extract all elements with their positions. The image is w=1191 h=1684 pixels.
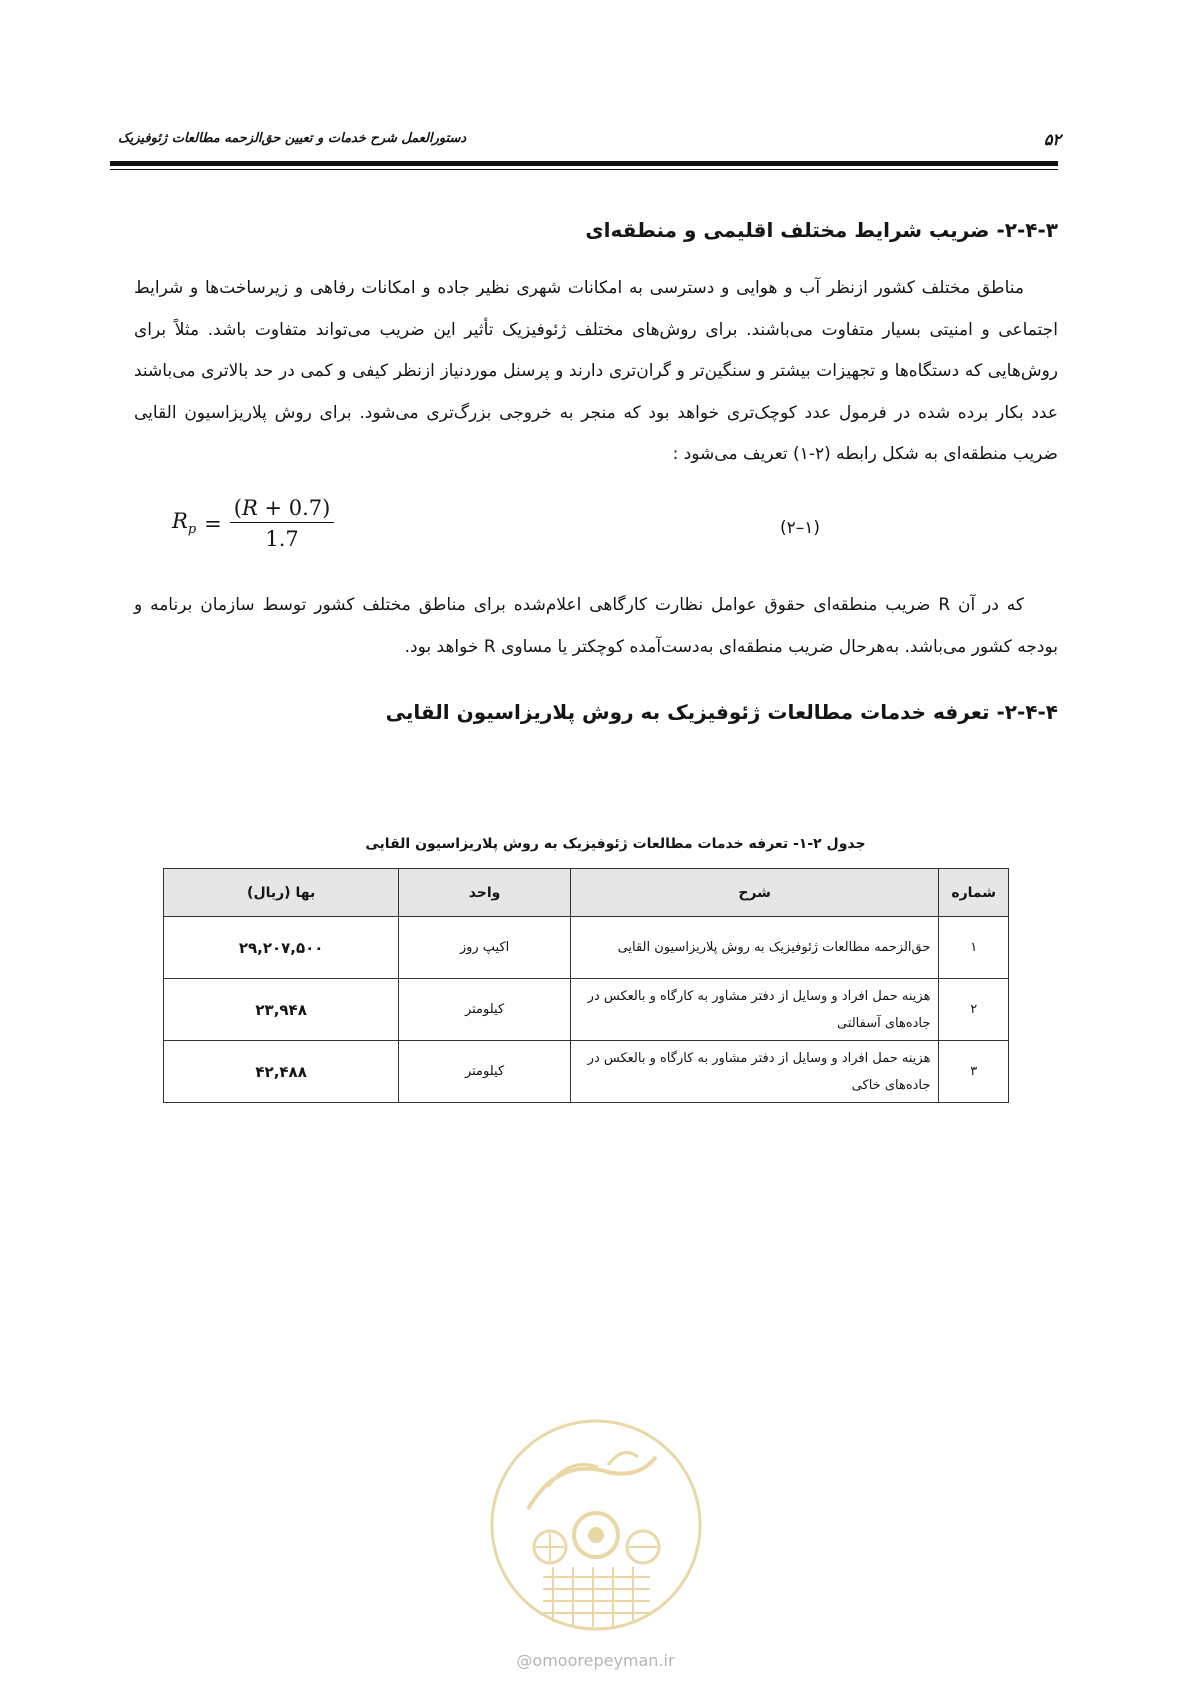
watermark-url: @omoorepeyman.ir [516,1651,675,1670]
cell-number: ۱ [939,917,1009,979]
cell-price: ۴۲,۴۸۸ [164,1041,399,1103]
formula-equals: = [204,511,222,536]
formula-number: (۲–۱) [780,518,821,538]
header-rule-thin [110,169,1058,170]
cell-unit: کیلومتر [399,1041,571,1103]
paragraph-r-definition: که در آن R ضریب منطقه‌ای حقوق عوامل نظارت کارگاهی اعلام‌شده برای مناطق مختلف کشور توسط سازمان برنامه و بودجه کشور می‌باشد. به‌هرحال ضریب منطقه‌ای به‌دست‌آمده کوچکتر یا مساوی R خواهد بود. [134,595,1058,657]
formula-lhs-symbol: R [172,509,188,534]
watermark-logo-icon [488,1417,704,1633]
formula-rp [172,496,334,551]
cell-description: حق‌الزحمه مطالعات ژئوفیزیک به روش پلاریزاسیون القایی [570,917,939,979]
cell-price: ۲۳,۹۴۸ [164,979,399,1041]
table-row [164,1041,1009,1103]
paragraph-climate-factor: مناطق مختلف کشور ازنظر آب و هوایی و دسترسی به امکانات شهری نظیر جاده و امکانات رفاهی و زیرساخت‌ها و شرایط اجتماعی و امنیتی بسیار متفاوت می‌باشند. برای روش‌های مختلف ژئوفیزیک تأثیر این ضریب می‌تواند متفاوت باشد. مثلاً برای روش‌هایی که دستگاه‌ها و تجهیزات بیشتر و سنگین‌تر و گران‌تری دارند و پرسنل موردنیاز ازنظر کیفی و کمی در حد بالاتری می‌باشند عدد بکار برده شده در فرمول عدد کوچک‌تری خواهد بود که منجر به خروجی بزرگ‌تری می‌شود. برای روش پلاریزاسیون القایی ضریب منطقه‌ای به شکل رابطه (۲-۱) تعریف می‌شود : [134,278,1058,464]
header-rule-thick [110,161,1058,166]
column-header-description: شرح [570,869,939,917]
table-row [164,979,1009,1041]
cell-price: ۲۹,۲۰۷,۵۰۰ [164,917,399,979]
formula-lhs-subscript: p [187,522,197,538]
cell-unit: کیلومتر [399,979,571,1041]
cell-number: ۳ [939,1041,1009,1103]
running-header-title: دستورالعمل شرح خدمات و تعیین حق‌الزحمه مطالعات ژئوفیزیک [118,131,467,146]
formula-numerator-var: R [241,496,258,520]
table-header-row [164,869,1009,917]
column-header-number: شماره [939,869,1009,917]
page-number: ۵۲ [1043,130,1061,149]
table-row [164,917,1009,979]
column-header-unit: واحد [399,869,571,917]
cell-description: هزینه حمل افراد و وسایل از دفتر مشاور به کارگاه و بالعکس در جاده‌های خاکی [570,1041,939,1103]
cell-unit: اکیپ روز [399,917,571,979]
cell-description: هزینه حمل افراد و وسایل از دفتر مشاور به کارگاه و بالعکس در جاده‌های آسفالتی [570,979,939,1041]
cell-number: ۲ [939,979,1009,1041]
formula-numerator-rest: + 0.7) [257,496,331,520]
section-heading-climate-factor: ۲-۴-۳- ضریب شرایط مختلف اقلیمی و منطقه‌ای [585,218,1058,242]
table-caption: جدول ۲-۱- تعرفه خدمات مطالعات ژئوفیزیک به روش پلاریزاسیون القایی [365,836,866,852]
formula-numerator-open: ( [233,496,242,520]
formula-numerator [230,496,335,523]
formula-lhs [172,509,196,537]
tariff-table [163,868,1009,1103]
column-header-price: بها (ریال) [164,869,399,917]
formula-denominator: 1.7 [265,527,299,551]
section-heading-ip-tariff: ۲-۴-۴- تعرفه خدمات مطالعات ژئوفیزیک به روش پلاریزاسیون القایی [385,700,1058,724]
formula-fraction [230,496,335,551]
